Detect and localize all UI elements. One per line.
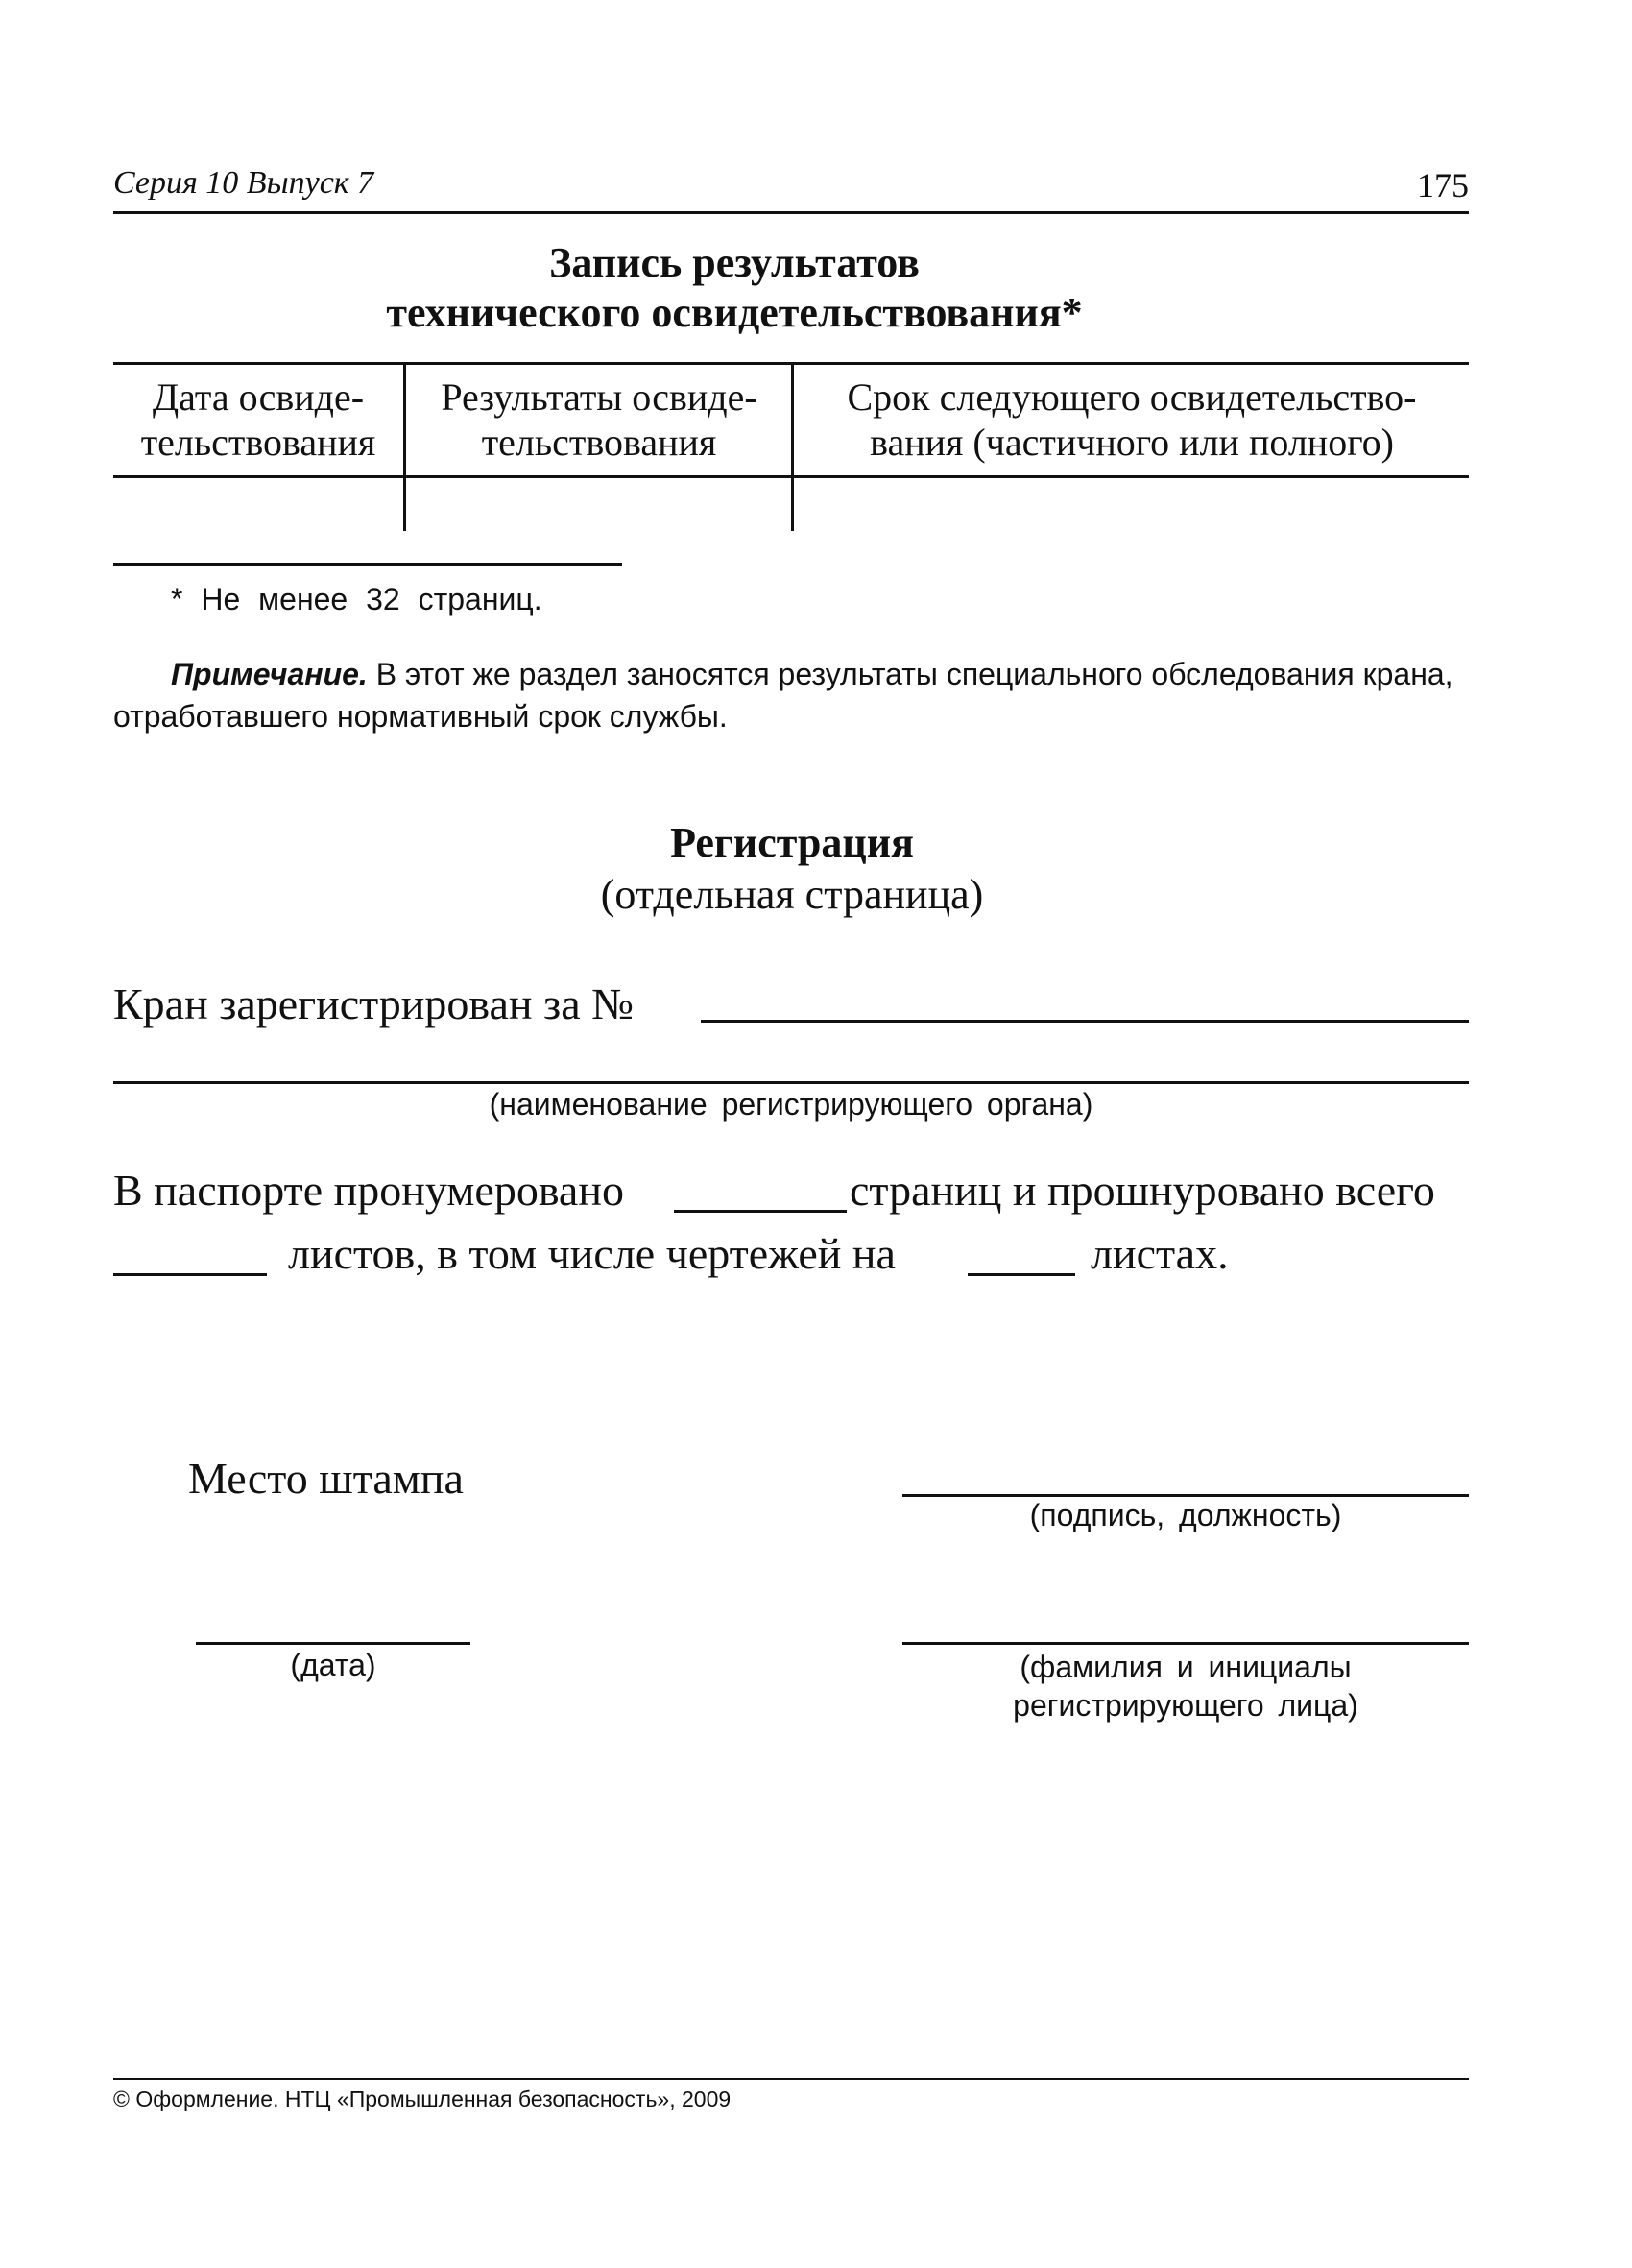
table-header-date	[113, 374, 403, 465]
table-header-date-line1: Дата освиде-	[152, 375, 365, 419]
name-caption-line2: регистрирующего лица)	[1013, 1688, 1358, 1723]
name-field	[902, 1642, 1469, 1645]
note	[113, 653, 1476, 737]
table-header-results-line1: Результаты освиде-	[441, 375, 757, 419]
note-text: В этот же раздел заносятся результаты специального обследования крана, отработавшего нормативный срок службы.	[113, 657, 1453, 734]
footnote: * Не менее 32 страниц.	[171, 582, 542, 616]
sheets-total-field	[113, 1273, 267, 1276]
sheets-end-label: листах.	[1091, 1229, 1229, 1278]
stamp-label: Место штампа	[188, 1454, 464, 1503]
date-field	[196, 1642, 470, 1645]
copyright: © Оформление. НТЦ «Промышленная безопасность», 2009	[113, 2087, 732, 2111]
registration-title: Регистрация	[670, 819, 914, 866]
registration-subtitle: (отдельная страница)	[600, 871, 984, 918]
registered-label: Кран зарегистрирован за №	[113, 979, 635, 1028]
authority-field	[113, 1081, 1469, 1084]
page-number: 175	[1417, 166, 1469, 205]
note-label: Примечание.	[171, 657, 368, 691]
authority-caption: (наименование регистрирующего органа)	[489, 1087, 1093, 1122]
footer-rule	[113, 2078, 1469, 2080]
header-rule	[113, 211, 1469, 214]
table-header-date-line2: тельствования	[140, 421, 376, 464]
table-col-divider-1	[403, 365, 406, 531]
drawings-sheets-field	[968, 1273, 1075, 1276]
table-header-next-term-line2: вания (частичного или полного)	[870, 421, 1394, 464]
signature-field	[902, 1494, 1469, 1497]
name-caption-line1: (фамилия и инициалы	[1020, 1650, 1352, 1684]
pages-laced-label: страниц и прошнуровано всего	[850, 1166, 1435, 1215]
sheets-label: листов, в том числе чертежей на	[288, 1229, 896, 1278]
table-header-next-term-line1: Срок следующего освидетельство-	[847, 375, 1417, 419]
pages-numbered-field	[674, 1210, 847, 1213]
name-caption	[902, 1648, 1469, 1725]
inspection-title-line1: Запись результатов	[549, 239, 920, 286]
table-col-divider-2	[791, 365, 794, 531]
signature-caption: (подпись, должность)	[1029, 1498, 1342, 1532]
table-header-next-term	[795, 374, 1469, 465]
table-header-results	[407, 374, 791, 465]
date-caption: (дата)	[290, 1648, 376, 1682]
series-label: Серия 10 Выпуск 7	[113, 165, 374, 201]
registration-number-field	[701, 1020, 1469, 1023]
table-header-results-line2: тельствования	[481, 421, 717, 464]
footnote-rule	[113, 563, 622, 566]
pages-numbered-label: В паспорте пронумеровано	[113, 1166, 624, 1215]
inspection-title-line2: технического освидетельствования*	[386, 289, 1083, 336]
